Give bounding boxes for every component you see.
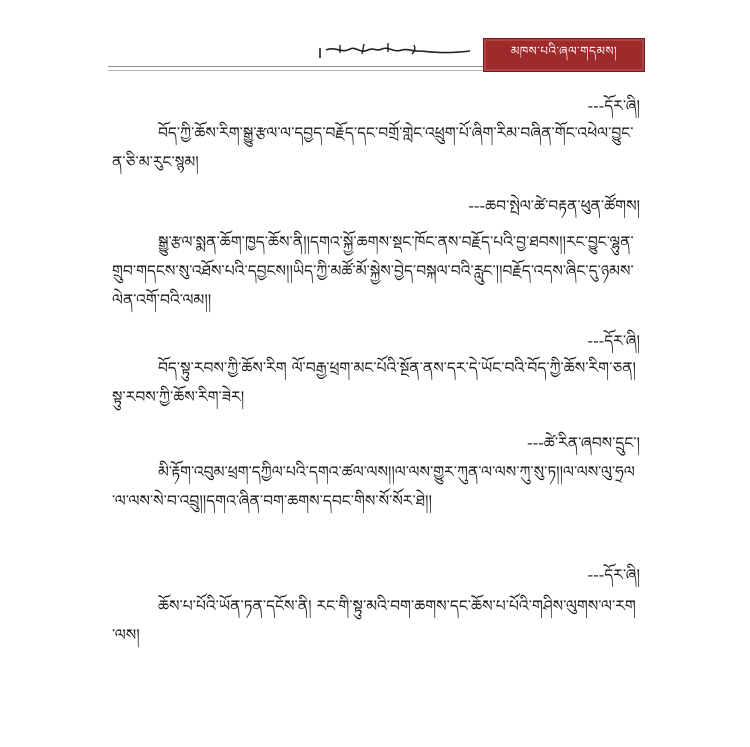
header-calligraphy-logo [316,40,476,64]
entry-text: ཆོས་པ་པོའི་ཡོན་ཏན་དངོས་ནི། རང་གི་སྟུ་མའི་བག་ཆགས་དང་ཆོས་པ་པོའི་གཤིས་ལུགས་ལ་རག་ལས། [112,597,636,644]
entry-attribution: ---དོར་ཞི། [587,332,640,350]
entry-attribution: ---དོར་ཞི། [587,566,640,584]
header-rule-secondary [108,70,483,71]
header-rule [108,66,483,67]
entry-attribution: ---ཚེ་རིན་ཞབས་དྲུང་། [527,434,640,452]
header-section-title: མཁས་པའི་ཞལ་གདམས། [483,38,645,72]
entry-attribution: ---ཆབ་སྤེལ་ཚེ་བརྟན་ཕུན་ཚོགས། [468,197,640,215]
entry-text: བོད་ཀྱི་ཆོས་རིག་སྒྱུ་རྩལ་ལ་དབྱད་བརྗོད་དང་བགྲོ་གླེང་འཕྲུག་པོ་ཞིག་རིམ་བཞིན་གོང་འཕེལ་བྱུང་ན་ཅི་མ་རུང་སྙམ། [112,124,634,171]
entry-text: མི་རྟོག་འབུམ་ཕྲག་དཀྱིལ་པའི་དགའ་ཚལ་ལས།།ལ་ལས་གྱུར་ཀུན་ལ་ལས་ཀུ་སུ་ཏ།།ལ་ལས་ལུ་ཧྲལ་ལ་ལས་སེ་བ་འབྲུ།།དགའ་ཞིན་བག་ཆགས་དབང་གིས་སོ་སོར་ཐེ།། [112,463,635,510]
entry-text: བོད་སྟུ་རབས་ཀྱི་ཆོས་རིག ལོ་བརྒྱ་ཕྲག་མང་པོའི་སྔོན་ནས་དར་དེ་ཡོང་བའི་བོད་ཀྱི་ཆོས་རིག་ཅན། སྟུ་རབས་ཀྱི་ཆོས་རིག་ཟེར། [112,359,636,406]
entry-attribution: ---དོར་ཞི། [587,97,640,115]
entry-text: སྒྱུ་རྩལ་སྨན་ཆོག་ཁྱད་ཆོས་ནི།།དགའ་སྐྱོ་ཆགས་སྡང་ཁོང་ནས་བརྗོད་པའི་བྱ་ཐབས།།རང་བྱུང་ལྷུན་གྲུབ་གདངས་སུ་འཐོས་པའི་དབྱངས།།ཡིད་ཀྱི་མཚོ་མོ་སྐྱེས་བྱེད་བསྐལ་བའི་རླུང་།།བརྗོད་འདས་ཞིང་དུ་ཉམས་ལེན་འགོ་བའི་ལམ།། [112,233,634,309]
